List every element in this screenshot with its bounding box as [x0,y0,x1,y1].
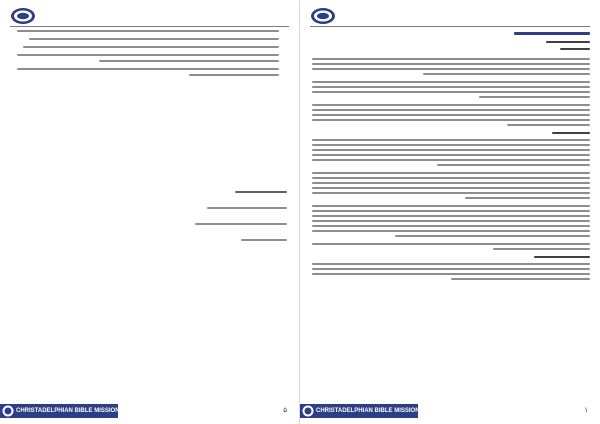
article-body [312,32,590,286]
page-header [310,6,590,27]
mission-logo-icon [310,7,336,25]
references-block [167,180,287,255]
mission-logo-icon [2,405,14,417]
footer-label: CHRISTADELPHIAN BIBLE MISSION [316,408,420,414]
footer-bar [300,404,418,418]
page-footer [300,404,600,418]
list-item [15,54,289,62]
paragraph [312,263,590,280]
list-item [15,46,289,48]
mission-logo-icon [302,405,314,417]
paragraph [312,139,590,166]
right-page [300,0,600,424]
numbered-list [15,30,289,82]
paragraph [312,104,590,126]
page-header [10,6,289,27]
footer-bar [0,404,118,418]
list-item [15,30,289,32]
list-item [15,68,289,76]
list-item [15,38,289,40]
page-footer [0,404,299,418]
footer-label: CHRISTADELPHIAN BIBLE MISSION [16,408,120,414]
page-number: ۵ [283,406,287,414]
mission-logo-icon [10,7,36,25]
paragraph [312,58,590,75]
paragraph [312,243,590,250]
page-number: ۱ [584,406,588,414]
paragraph [312,172,590,199]
paragraph [312,81,590,98]
paragraph [312,205,590,237]
